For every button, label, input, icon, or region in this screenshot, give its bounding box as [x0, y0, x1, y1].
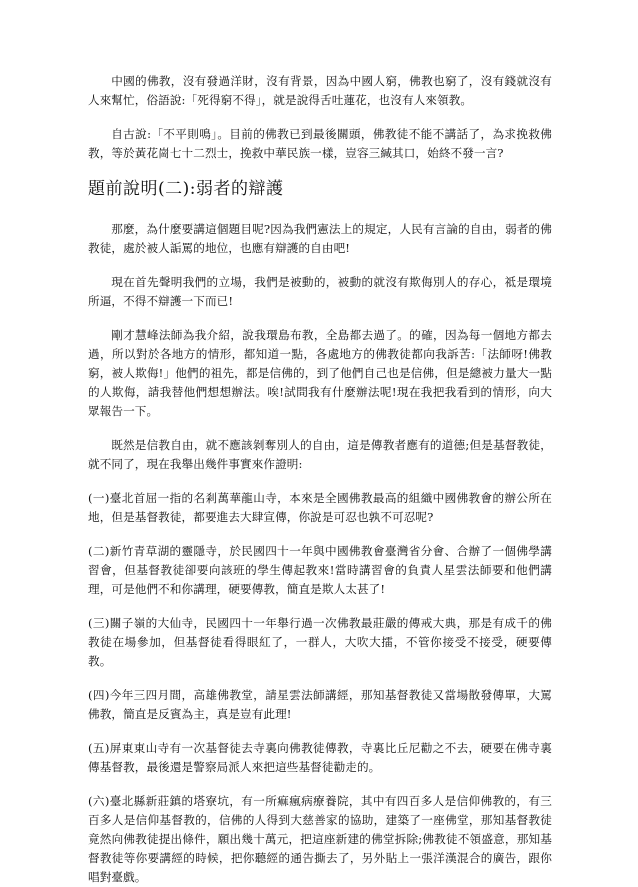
intro-paragraph: 自古說:「不平則鳴」。目前的佛教已到最後關頭，佛教徒不能不講話了，為求挽救佛教，等於黃花崗七十二烈士，挽救中華民族一樣，豈容三緘其口，始終不發一言? — [88, 127, 552, 160]
section-title: 題前說明(二):弱者的辯護 — [88, 179, 284, 199]
body-paragraph: 那麼，為什麼要講這個題目呢?因為我們憲法上的規定，人民有言論的自由，弱者的佛教徒，處於被人詬罵的地位，也應有辯護的自由吧! — [88, 222, 552, 255]
numbered-paragraph: (四)今年三四月間，高雄佛教堂，請星雲法師講經，那知基督教徒又當場散發傳單，大罵佛教，簡直是反賓為主，真是豈有此理! — [88, 688, 552, 721]
body-paragraph: 現在首先聲明我們的立場，我們是被動的，被動的就沒有欺侮別人的存心，祗是環境所逼，不得不辯護一下而已! — [88, 275, 552, 308]
body-paragraph: 既然是信教自由，就不應該剝奪別人的自由，這是傳教者應有的道德;但是基督教徒，就不同了，現在我舉出幾件事實來作證明: — [88, 438, 552, 471]
numbered-paragraph: (二)新竹青草湖的靈隱寺，於民國四十一年與中國佛教會臺灣省分會、合辦了一個佛學講習會，但基督教徒卻要向該班的學生傳起教來!當時講習會的負責人星雲法師要和他們講理，可是他們不和你講理，硬要傳教，簡直是欺人太甚了! — [88, 544, 552, 596]
numbered-paragraph: (三)關子嶺的大仙寺，民國四十一年舉行過一次佛教最莊嚴的傳戒大典，那是有成千的佛教徒在場參加，但基督徒看得眼紅了，一群人，大吹大擂，不管你接受不接受，硬要傳教。 — [88, 616, 552, 668]
intro-paragraph: 中國的佛教，沒有發過洋財，沒有背景，因為中國人窮，佛教也窮了，沒有錢就沒有人來幫忙，俗語說:「死得窮不得」，就是說得舌吐蓮花，也沒有人來領教。 — [88, 74, 552, 107]
numbered-paragraph: (一)臺北首屈一指的名剎萬華龍山寺，本來是全國佛教最高的組織中國佛教會的辦公所在地，但是基督教徒，都要進去大肆宣傳，你說是可忍也孰不可忍呢? — [88, 491, 552, 524]
body-paragraph: 剛才慧峰法師為我介紹，說我環島布教，全島都去過了。的確，因為每一個地方都去過，所以對於各地方的情形，都知道一點，各處地方的佛教徒都向我訴苦:「法師呀!佛教窮，被人欺侮!」他們的祖先，都是信佛的，到了他們自己也是信佛，但是總被力量大一點的人欺侮，請我替他們想想辦法。唉!試問我有什麼辦法呢!現在我把我看到的情形，向大眾報告一下。 — [88, 328, 552, 418]
numbered-paragraph: (六)臺北縣新莊鎮的塔寮坑，有一所痲瘋病療養院，其中有四百多人是信仰佛教的，有三百多人是信仰基督教的，信佛的人得到大慈善家的協助，建築了一座佛堂，那知基督教徒竟然向佛教徒提出條件，願出幾十萬元，把這座新建的佛堂拆除;佛教徒不領盛意，那知基督教徒等你要講經的時候，把你聽經的通告撕去了，另外貼上一張洋漢混合的廣告，跟你唱對臺戲。 — [88, 794, 552, 884]
numbered-paragraph: (五)屏東東山寺有一次基督徒去寺裏向佛教徒傳教，寺裏比丘尼勸之不去，硬要在佛寺裏傳基督教，最後還是警察局派人來把這些基督徒勸走的。 — [88, 741, 552, 774]
